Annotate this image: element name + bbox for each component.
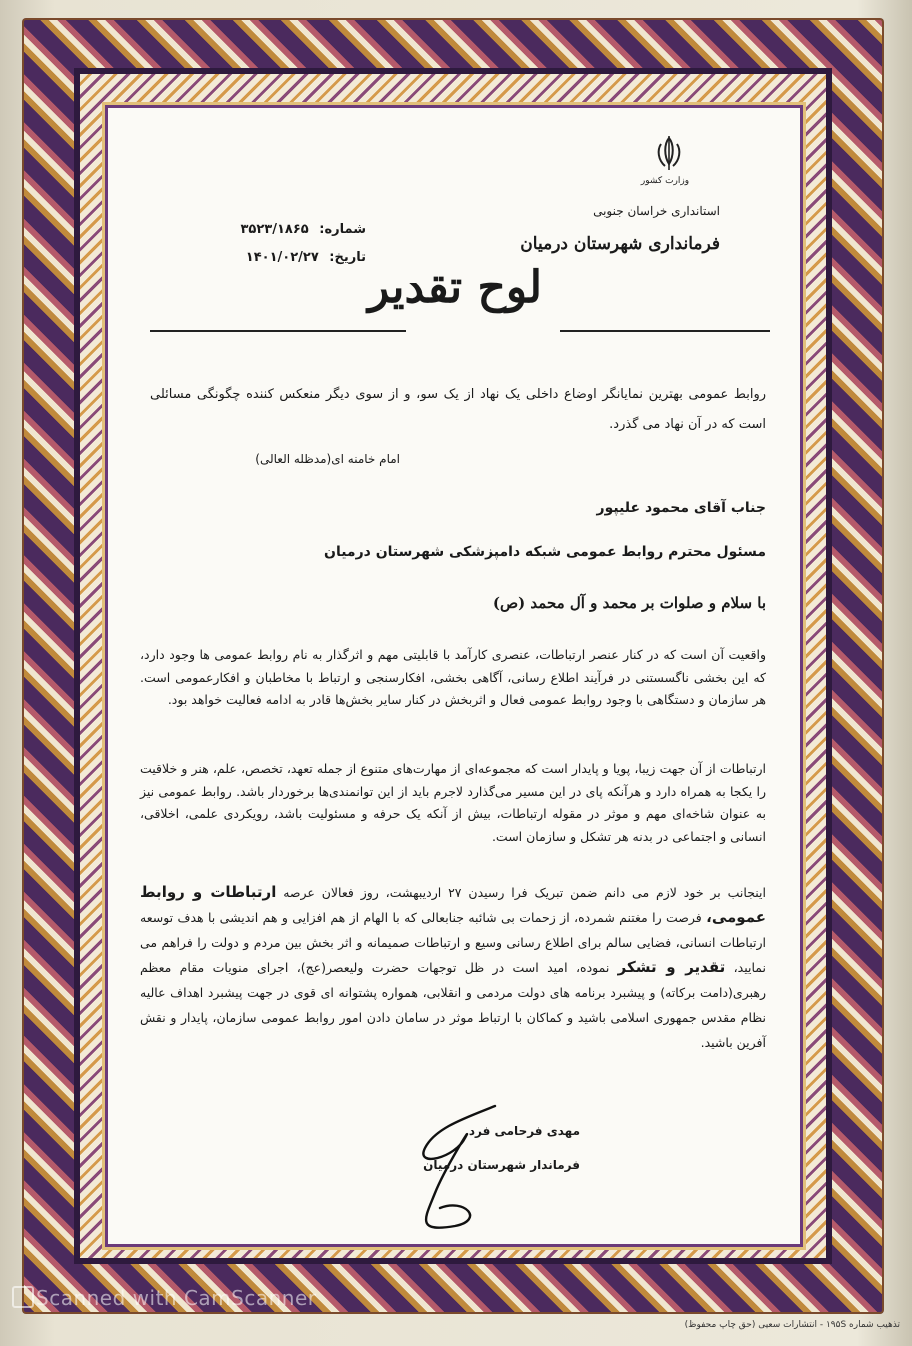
camscanner-icon <box>12 1286 34 1308</box>
ministry-label: وزارت کشور <box>640 176 690 186</box>
paragraph-3-highlight: ارتباطات و روابط عمومی، <box>140 883 766 926</box>
title-underline-left <box>150 330 406 332</box>
date-label: تاریخ: <box>329 250 366 265</box>
paragraph-3-part-b: فرصت را مغتنم شمرده، از زحمات بی شائبه جنابعالی که با الهام از هم افزایی و هم اندیشی با هدف توسعه ارتباطات انسانی، فضایی سالم برای اطلاع رسانی وسیع و ارتباطات صمیمانه و اثر بخش بین مردم و دولت را فراهم می نمایید، <box>140 910 766 975</box>
number-label: شماره: <box>319 222 366 237</box>
date-value: ۱۴۰۱/۰۲/۲۷ <box>245 250 319 265</box>
signatory-title: فرماندار شهرستان درمیان <box>423 1158 580 1172</box>
greeting: با سلام و صلوات بر محمد و آل محمد (ص) <box>492 594 766 612</box>
iran-emblem-icon <box>652 134 686 172</box>
addressee-name: جناب آقای محمود علیپور <box>596 500 766 516</box>
title-underline-right <box>560 330 770 332</box>
paragraph-2: ارتباطات از آن جهت زیبا، پویا و پایدار است که مجموعه‌ای از مهارت‌های متنوع از جمله تعهد، تخصص، علم، هنر و خلاقیت را یکجا به همراه دارد و هرآنکه پای در این مسیر می‌گذارد لاجرم باید از این توانمندی‌ها برخوردار باشد. روابط عمومی نیز به عنوان شاخه‌ای مهم و موثر در مقوله ارتباطات، بیش از آنکه یک حرفه و مسئولیت باشد، رویکردی علمی، اخلاقی، انسانی و اجتماعی در بدنه هر تشکل و سازمان است. <box>140 761 766 844</box>
paragraph-1: واقعیت آن است که در کنار عنصر ارتباطات، عنصری کارآمد با قابلیتی مهم و اثرگذار به نام روابط عمومی ها وجود دارد، که این بخشی ناگسستنی در فرآیند اطلاع رسانی، آگاهی بخشی، افکارسنجی و ارتباط با مخاطبان و افکارعمومی است. هر سازمان و دستگاهی با وجود روابط عمومی فعال و اثربخش در کنار سایر بخش‌ها قادر به ادامه فعالیت خواهد بود. <box>140 647 766 707</box>
addressee-position: مسئول محترم روابط عمومی شبکه دامپزشکی شهرستان درمیان <box>324 544 766 560</box>
letter-number <box>180 222 366 237</box>
paragraph-3-part-c: نموده، امید است در ظل توجهات حضرت ولیعصر(عج)، اجرای منویات مقام معظم رهبری(دامت برکاته) و پیشبرد برنامه های دولت مردمی و انقلابی، همواره پشتوانه ای قوی در جهت پیشبرد اهداف عالیه نظام مقدس جمهوری اسلامی باشید و کماکان با ارتباط موثر در سامان دادن امور روابط عمومی سازمان، پایدار و نقش آفرین باشید. <box>140 960 766 1050</box>
paragraph-3-highlight-2: تقدیر و تشکر <box>617 958 726 976</box>
paragraph-3 <box>140 880 766 1055</box>
number-value: ۳۵۲۳/۱۸۶۵ <box>240 222 309 237</box>
quote-text: روابط عمومی بهترین نمایانگر اوضاع داخلی یک نهاد از یک سو، و از سوی دیگر منعکس کننده چگونگی مسائلی است که در آن نهاد می گذرد. <box>150 387 766 432</box>
scanner-watermark: Scanned with CamScanner <box>36 1286 317 1310</box>
footer-note: تذهیب شماره ۱۹۵S - انتشارات سعیی (حق چاپ محفوظ) <box>684 1320 900 1330</box>
quote-author: امام خامنه ای(مدظله العالی) <box>255 452 400 466</box>
paragraph-3-part-a: اینجانب بر خود لازم می دانم ضمن تبریک فرا رسیدن ۲۷ اردیبهشت، روز فعالان عرصه <box>276 885 766 900</box>
certificate-title: لوح تقدیر <box>368 262 542 313</box>
province-label: استانداری خراسان جنوبی <box>593 204 720 218</box>
signatory-name: مهدی فرحامی فرد <box>468 1124 580 1138</box>
county-label: فرمانداری شهرستان درمیان <box>520 234 720 254</box>
